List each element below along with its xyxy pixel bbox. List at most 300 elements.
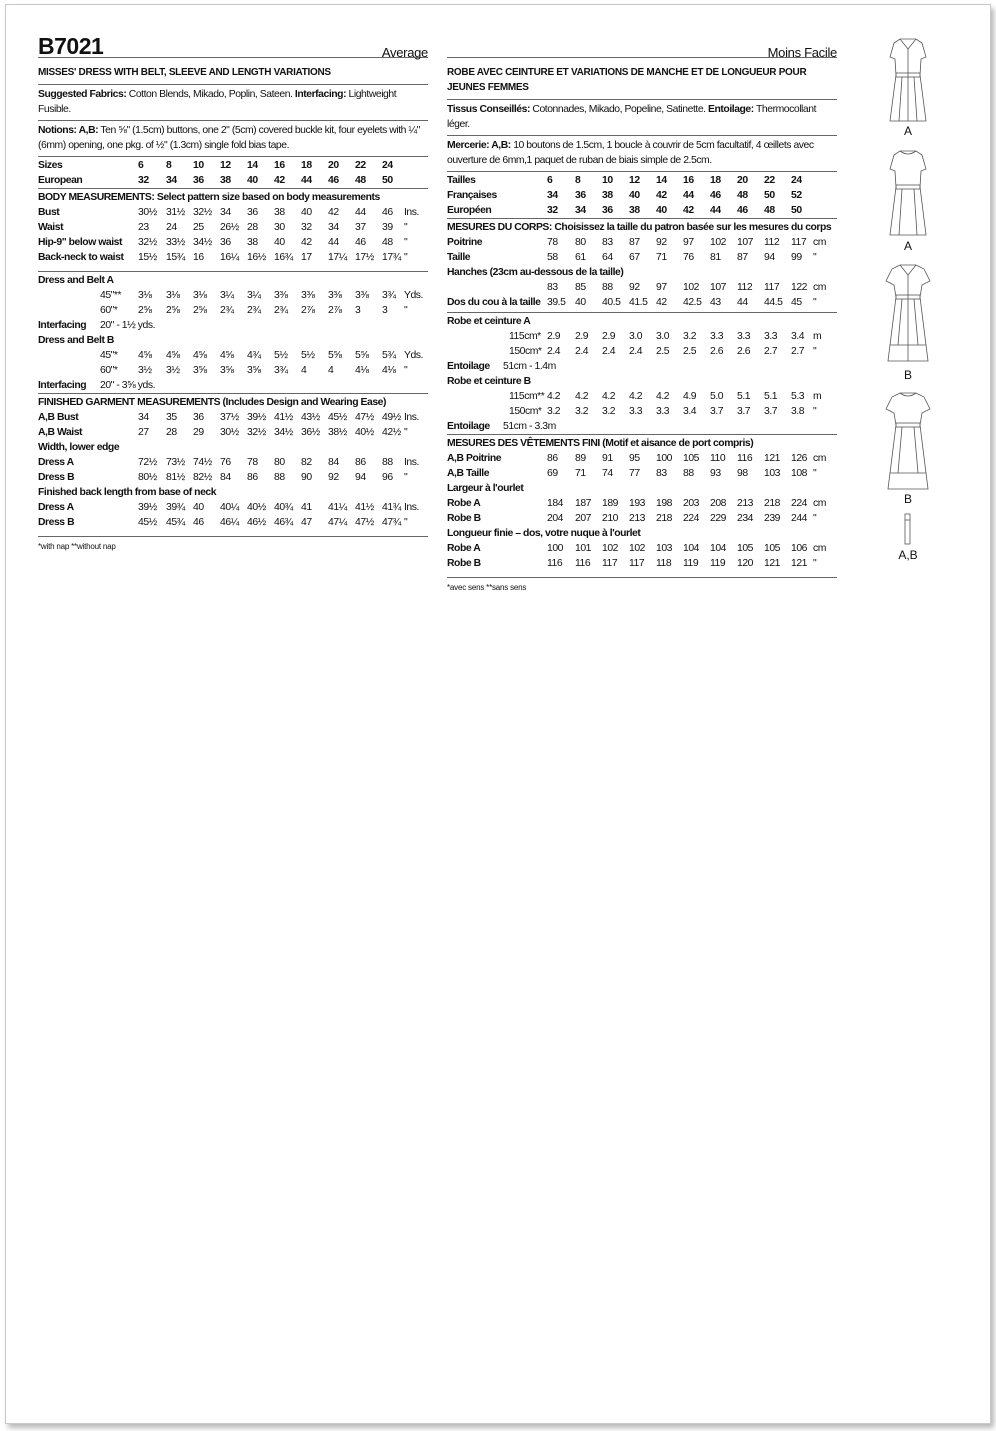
table-cell: 14 [247,160,258,171]
row-label: Waist [38,222,64,233]
table-cell: 198 [656,498,672,509]
yardage-b-rows-fr [447,389,837,419]
table-row [38,250,428,265]
table-cell: 35 [166,412,177,423]
table-cell: 244 [791,513,807,524]
table-cell: 121 [791,558,807,569]
table-cell: 89 [575,453,586,464]
table-cell: 42 [656,297,667,308]
table-cell: 71 [575,468,586,479]
table-cell: 74½ [193,457,212,468]
length-rows [38,500,428,530]
table-cell: 105 [737,543,753,554]
table-cell: 117 [791,237,807,248]
fabrics-text: Cotton Blends, Mikado, Poplin, Sateen. [128,89,293,100]
table-cell: 78 [247,457,258,468]
table-cell: 116 [547,558,563,569]
interfacing-a-label: Interfacing [38,320,87,331]
interfacing-b-value-fr: 51cm - 3.3m [503,421,556,432]
table-cell: 5.1 [764,391,778,402]
table-cell: 3⅝ [193,365,207,376]
table-cell: 107 [710,282,726,293]
table-cell: 58 [547,252,558,263]
table-cell: 26½ [220,222,239,233]
interfacing-a-row-fr [447,359,837,374]
table-cell: 80 [575,237,586,248]
table-cell: 102 [629,543,645,554]
finished-bust-waist-rows-fr [447,451,837,481]
row-label: Hip-9" below waist [38,237,123,248]
table-cell: 85 [575,282,586,293]
table-cell: 112 [737,282,753,293]
table-cell: 204 [547,513,563,524]
table-cell: 36 [193,412,204,423]
table-cell: 67 [629,252,640,263]
table-cell: 38 [220,175,231,186]
table-row [447,329,837,344]
table-cell: 122 [791,282,807,293]
table-cell: 105 [683,453,699,464]
table-cell: 44 [301,175,312,186]
row-label: Back-neck to waist [38,252,124,263]
row-label: 115cm** [509,391,545,402]
table-row [38,235,428,250]
row-label: Dress B [38,472,75,483]
table-cell: 50 [764,190,775,201]
table-cell: 3¾ [274,365,288,376]
table-cell: 4⅛ [382,365,396,376]
table-cell: 41½ [355,502,374,513]
row-label: A,B Poitrine [447,453,502,464]
table-cell: 12 [629,175,640,186]
finished-measurements-section [38,394,428,537]
table-cell: 3½ [166,365,180,376]
row-label: Robe A [447,498,481,509]
table-row [38,348,428,363]
body-measurements-section-fr [447,219,837,313]
table-cell: 3.3 [629,406,643,417]
english-header [38,5,428,58]
table-cell: 40 [575,297,586,308]
table-row [447,250,837,265]
table-cell: 101 [575,543,591,554]
yardage-a-heading-fr: Robe et ceinture A [447,316,531,327]
table-cell: 34 [328,222,339,233]
table-cell: 46 [382,207,393,218]
table-cell: 18 [710,175,721,186]
table-cell: 3⅛ [193,290,207,301]
row-label: Tailles [447,175,476,186]
pattern-number: B7021 [38,33,104,59]
row-label: Robe B [447,558,481,569]
table-cell: 2⅝ [138,305,152,316]
table-cell: 37½ [220,412,239,423]
table-cell: 3.2 [602,406,616,417]
table-cell: 24 [791,175,802,186]
table-cell: 2.7 [791,346,805,357]
row-label: Taille [447,252,471,263]
unit-label: " [813,513,817,524]
table-cell: 44 [683,190,694,201]
table-cell: 103 [656,543,672,554]
table-cell: 40 [301,207,312,218]
notions-paragraph-fr [447,136,837,172]
table-cell: 42.5 [683,297,702,308]
row-label: 150cm* [509,406,542,417]
table-cell: 5⅝ [355,350,369,361]
table-cell: 34 [166,175,177,186]
table-cell: 110 [710,453,726,464]
table-cell: 25 [193,222,204,233]
table-cell: 210 [602,513,618,524]
table-cell: 104 [683,543,699,554]
row-label: Dress A [38,457,74,468]
table-cell: 4 [328,365,334,376]
table-cell: 40 [629,190,640,201]
table-cell: 41¾ [382,502,401,513]
unit-label: Ins. [404,207,419,218]
table-cell: 16½ [247,252,266,263]
table-cell: 77 [629,468,640,479]
table-cell: 46¼ [220,517,239,528]
fabrics-text-fr: Cotonnades, Mikado, Popeline, Satinette. [532,104,706,115]
unit-label: Ins. [404,412,419,423]
table-row [38,173,428,188]
table-cell: 42 [683,205,694,216]
view-label-1: A [903,124,912,138]
table-cell: 213 [737,498,753,509]
table-cell: 42½ [382,427,401,438]
table-cell: 34 [575,205,586,216]
table-cell: 88 [274,472,285,483]
table-cell: 48 [382,237,393,248]
row-label: Robe B [447,513,481,524]
table-cell: 10 [193,160,204,171]
table-cell: 112 [764,237,780,248]
table-cell: 41½ [274,412,293,423]
table-cell: 105 [764,543,780,554]
table-cell: 17 [301,252,312,263]
table-cell: 42 [328,207,339,218]
table-row [447,451,837,466]
table-cell: 95 [629,453,640,464]
row-label: 45"** [100,290,122,301]
table-cell: 38 [247,237,258,248]
table-cell: 83 [602,237,613,248]
table-cell: 2.7 [764,346,778,357]
length-heading: Finished back length from base of neck [38,487,217,498]
table-cell: 4.9 [683,391,697,402]
table-cell: 40.5 [602,297,621,308]
unit-label: " [404,237,408,248]
table-cell: 23 [138,222,149,233]
table-row [447,511,837,526]
table-cell: 3⅜ [301,290,315,301]
row-label: Robe A [447,543,481,554]
table-cell: 3¼ [247,290,261,301]
yardage-section [38,272,428,394]
table-cell: 239 [764,513,780,524]
table-cell: 40½ [355,427,374,438]
table-cell: 38 [602,190,613,201]
table-cell: 207 [575,513,591,524]
table-cell: 45½ [328,412,347,423]
width-rows-fr [447,496,837,526]
table-cell: 3.7 [710,406,724,417]
interfacing-label-fr: Entoilage: [708,104,754,115]
table-cell: 3.8 [791,406,805,417]
table-cell: 2.9 [547,331,561,342]
table-cell: 2.6 [710,346,724,357]
table-cell: 43½ [301,412,320,423]
table-cell: 86 [355,457,366,468]
table-cell: 117 [764,282,780,293]
hips-heading-fr: Hanches (23cm au-dessous de la taille) [447,267,624,278]
table-cell: 2.6 [737,346,751,357]
unit-label: m [813,331,822,342]
table-cell: 4¾ [247,350,261,361]
table-cell: 92 [629,282,640,293]
body-measurements-rows [38,205,428,265]
table-cell: 3¾ [382,290,396,301]
table-cell: 32½ [138,237,157,248]
table-cell: 34 [547,190,558,201]
row-label: 115cm* [509,331,541,342]
body-measurements-section [38,189,428,272]
table-cell: 40¼ [220,502,239,513]
table-cell: 2.5 [683,346,697,357]
pattern-sheet [5,4,991,1424]
table-cell: 4⅝ [166,350,180,361]
row-label: Françaises [447,190,497,201]
body-measurements-heading: BODY MEASUREMENTS: Select pattern size based on body measurements [38,192,380,203]
footnote-fr: *avec sens **sans sens [447,583,527,592]
table-cell: 107 [737,237,753,248]
unit-label: " [813,252,817,263]
table-cell: 100 [547,543,563,554]
table-cell: 119 [683,558,699,569]
table-cell: 71 [656,252,667,263]
table-cell: 24 [166,222,177,233]
table-cell: 3⅛ [166,290,180,301]
table-cell: 5.3 [791,391,805,402]
table-cell: 74 [602,468,613,479]
table-cell: 16¼ [220,252,239,263]
view-label-5: A,B [898,548,918,562]
table-cell: 96 [382,472,393,483]
notions-paragraph [38,121,428,157]
table-cell: 17¾ [382,252,401,263]
row-label: A,B Taille [447,468,490,479]
table-cell: 82½ [193,472,212,483]
interfacing-label: Interfacing: [294,89,347,100]
table-cell: 193 [629,498,645,509]
row-label: Dos du cou à la taille [447,297,541,308]
table-cell: 44 [737,297,748,308]
table-cell: 38 [274,207,285,218]
table-cell: 94 [764,252,775,263]
table-cell: 3.4 [791,331,805,342]
table-cell: 17¼ [328,252,347,263]
table-cell: 4.2 [602,391,616,402]
table-cell: 3.2 [575,406,589,417]
table-cell: 229 [710,513,726,524]
table-cell: 92 [656,237,667,248]
table-cell: 88 [683,468,694,479]
table-cell: 42 [656,190,667,201]
table-cell: 80½ [138,472,157,483]
table-cell: 4.2 [656,391,670,402]
table-cell: 3⅝ [220,365,234,376]
table-cell: 50 [382,175,393,186]
yardage-b-heading: Dress and Belt B [38,335,114,346]
table-cell: 118 [656,558,672,569]
table-row [38,410,428,425]
table-row [38,288,428,303]
table-cell: 187 [575,498,591,509]
width-heading: Width, lower edge [38,442,120,453]
table-cell: 3.2 [683,331,697,342]
table-cell: 46 [193,517,204,528]
table-cell: 17½ [355,252,374,263]
yardage-a-rows-fr [447,329,837,359]
table-cell: 84 [328,457,339,468]
table-cell: 3.3 [764,331,778,342]
sizes-section [38,157,428,189]
table-cell: 16¾ [274,252,293,263]
unit-label: " [404,517,408,528]
table-cell: 117 [602,558,618,569]
row-label: A,B Bust [38,412,79,423]
table-cell: 33½ [166,237,185,248]
table-cell: 117 [629,558,645,569]
interfacing-text: Lightweight Fusible. [38,89,397,115]
unit-label: " [404,305,408,316]
unit-label: Yds. [404,290,423,301]
fabrics-paragraph [38,85,428,121]
table-row [447,295,837,310]
table-cell: 64 [602,252,613,263]
back-row-fr [447,295,837,310]
width-rows [38,455,428,485]
unit-label: cm [813,237,826,248]
view-label-2: A [903,239,912,253]
table-cell: 3.3 [656,406,670,417]
table-cell: 5⅝ [328,350,342,361]
unit-label: Ins. [404,457,419,468]
unit-label: cm [813,543,826,554]
table-row [38,500,428,515]
table-cell: 81 [710,252,721,263]
table-cell: 34 [138,412,149,423]
table-cell: 126 [791,453,807,464]
table-cell: 42 [301,237,312,248]
belt-sketch [878,512,938,548]
body-measurements-rows-fr [447,235,837,265]
pattern-title-fr: ROBE AVEC CEINTURE ET VARIATIONS DE MANCHE ET DE LONGUEUR POUR JEUNES FEMMES [447,65,837,100]
table-cell: 32½ [193,207,212,218]
table-cell: 40¾ [274,502,293,513]
table-cell: 20 [737,175,748,186]
row-label: Poitrine [447,237,483,248]
body-measurements-heading-fr: MESURES DU CORPS: Choisissez la taille du patron basée sur les mesures du corps [447,222,832,233]
row-label: A,B Waist [38,427,83,438]
table-cell: 15½ [138,252,157,263]
table-cell: 116 [575,558,591,569]
table-cell: 2⅝ [193,305,207,316]
unit-label: " [813,346,817,357]
interfacing-b-value: 20" - 3⅝ yds. [100,380,156,391]
table-cell: 32½ [247,427,266,438]
table-cell: 49½ [382,412,401,423]
table-cell: 88 [382,457,393,468]
table-cell: 41¼ [328,502,347,513]
view-b-front-sketch [878,261,938,365]
table-cell: 43 [710,297,721,308]
table-cell: 103 [764,468,780,479]
table-cell: 93 [710,468,721,479]
table-cell: 12 [220,160,231,171]
table-cell: 46 [737,205,748,216]
table-cell: 14 [656,175,667,186]
table-cell: 184 [547,498,563,509]
sizes-section-fr [447,172,837,219]
table-cell: 3¼ [220,290,234,301]
table-cell: 8 [166,160,172,171]
table-cell: 76 [220,457,231,468]
table-row [447,344,837,359]
unit-label: Yds. [404,350,423,361]
yardage-a-rows [38,288,428,318]
interfacing-a-value: 20" - 1½ yds. [100,320,156,331]
table-cell: 36 [575,190,586,201]
notions-label-fr: Mercerie: A,B: [447,140,511,151]
english-column [38,5,428,554]
table-cell: 30 [274,222,285,233]
table-cell: 47¼ [328,517,347,528]
view-label-4: B [903,492,912,506]
table-cell: 69 [547,468,558,479]
table-cell: 3.4 [683,406,697,417]
table-cell: 3½ [138,365,152,376]
unit-label: " [813,468,817,479]
table-cell: 3⅜ [274,290,288,301]
row-label: Européen [447,205,492,216]
table-cell: 2.4 [547,346,561,357]
table-cell: 87 [629,237,640,248]
unit-label: " [404,365,408,376]
table-cell: 3⅜ [355,290,369,301]
table-cell: 218 [656,513,672,524]
yardage-b-heading-fr: Robe et ceinture B [447,376,531,387]
table-row [447,404,837,419]
table-cell: 3⅜ [328,290,342,301]
table-cell: 84 [220,472,231,483]
finished-bust-waist-rows [38,410,428,440]
interfacing-b-row [38,378,428,393]
table-cell: 88 [602,282,613,293]
table-cell: 3⅛ [138,290,152,301]
table-cell: 36 [247,207,258,218]
table-cell: 16 [274,160,285,171]
table-cell: 34½ [274,427,293,438]
table-cell: 16 [193,252,204,263]
table-cell: 27 [138,427,149,438]
table-cell: 2¾ [247,305,261,316]
table-cell: 48 [355,175,366,186]
table-cell: 36½ [301,427,320,438]
table-cell: 36 [602,205,613,216]
